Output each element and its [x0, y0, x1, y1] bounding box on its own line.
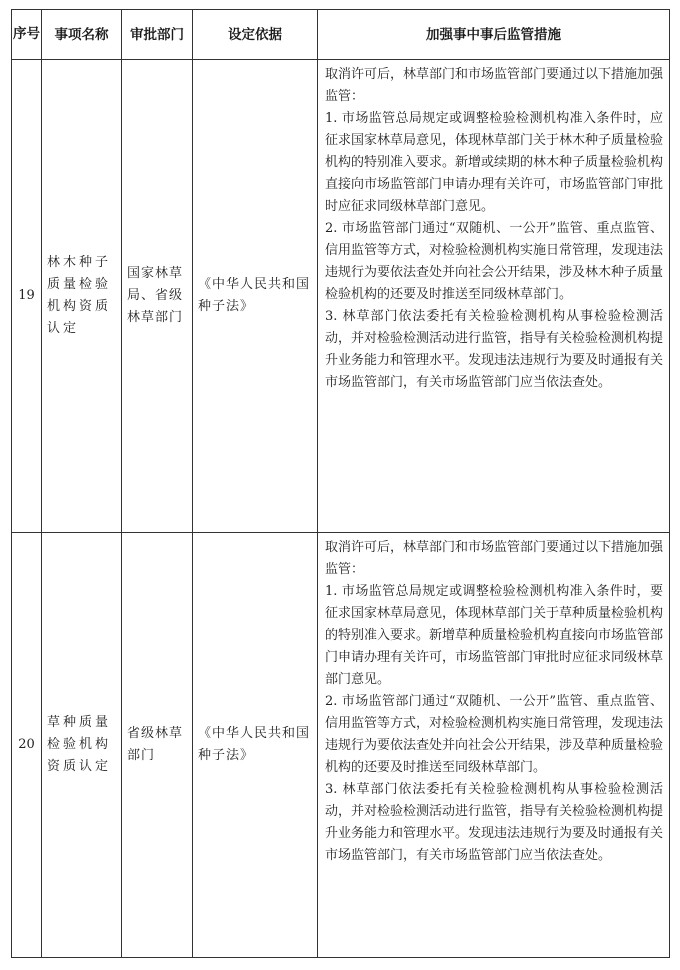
measure-item-1: 1. 市场监管总局规定或调整检验检测机构准入条件时，应征求国家林草局意见，体现林草部门关于林木种子质量检验机构的特别准入要求。新增或续期的林木种子质量检验机构直接向市场监管部门申请办理有关许可，市场监管部门审批时应征求同级林草部门意见。 — [325, 111, 664, 214]
row-legal-basis: 《中华人民共和国种子法》 — [193, 533, 318, 958]
header-approval-dept: 审批部门 — [122, 10, 193, 60]
header-legal-basis: 设定依据 — [193, 10, 318, 60]
header-supervision-measures: 加强事中事后监管措施 — [318, 10, 670, 60]
row-number: 19 — [12, 60, 42, 533]
row-supervision-measures — [318, 60, 670, 533]
measure-intro: 取消许可后，林草部门和市场监管部门要通过以下措施加强监管： — [325, 67, 664, 104]
row-approval-dept: 省级林草部门 — [122, 533, 193, 958]
measure-item-2: 2. 市场监管部门通过“双随机、一公开”监管、重点监管、信用监管等方式，对检验检测机构实施日常管理，发现违法违规行为要依法查处并向社会公开结果，涉及草种质量检验机构的还要及时推送至同级林草部门。 — [325, 694, 664, 775]
measure-item-3: 3. 林草部门依法委托有关检验检测机构从事检验检测活动，并对检验检测活动进行监管，指导有关检验检测机构提升业务能力和管理水平。发现违法违规行为要及时通报有关市场监管部门，有关市场监管部门应当依法查处。 — [325, 309, 664, 390]
table-row — [12, 60, 670, 533]
header-item-name: 事项名称 — [42, 10, 122, 60]
measure-intro: 取消许可后，林草部门和市场监管部门要通过以下措施加强监管： — [325, 540, 664, 577]
row-item-name: 林木种子质量检验机构资质认定 — [42, 60, 122, 533]
measure-item-1: 1. 市场监管总局规定或调整检验检测机构准入条件时，要征求国家林草局意见，体现林草部门关于草种质量检验机构的特别准入要求。新增草种质量检验机构直接向市场监管部门申请办理有关许可，市场监管部门审批时应征求同级林草部门意见。 — [325, 584, 664, 687]
measure-item-3: 3. 林草部门依法委托有关检验检测机构从事检验检测活动，并对检验检测活动进行监管，指导有关检验检测机构提升业务能力和管理水平。发现违法违规行为要及时通报有关市场监管部门，有关市场监管部门应当依法查处。 — [325, 782, 664, 863]
row-item-name: 草种质量检验机构资质认定 — [42, 533, 122, 958]
row-legal-basis: 《中华人民共和国种子法》 — [193, 60, 318, 533]
regulation-table — [11, 9, 670, 958]
header-index: 序号 — [12, 10, 42, 60]
table-row — [12, 533, 670, 958]
row-number: 20 — [12, 533, 42, 958]
row-supervision-measures — [318, 533, 670, 958]
row-approval-dept: 国家林草局、省级林草部门 — [122, 60, 193, 533]
measure-item-2: 2. 市场监管部门通过“双随机、一公开”监管、重点监管、信用监管等方式，对检验检测机构实施日常管理，发现违法违规行为要依法查处并向社会公开结果，涉及林木种子质量检验机构的还要及时推送至同级林草部门。 — [325, 221, 664, 302]
header-row — [12, 10, 670, 60]
